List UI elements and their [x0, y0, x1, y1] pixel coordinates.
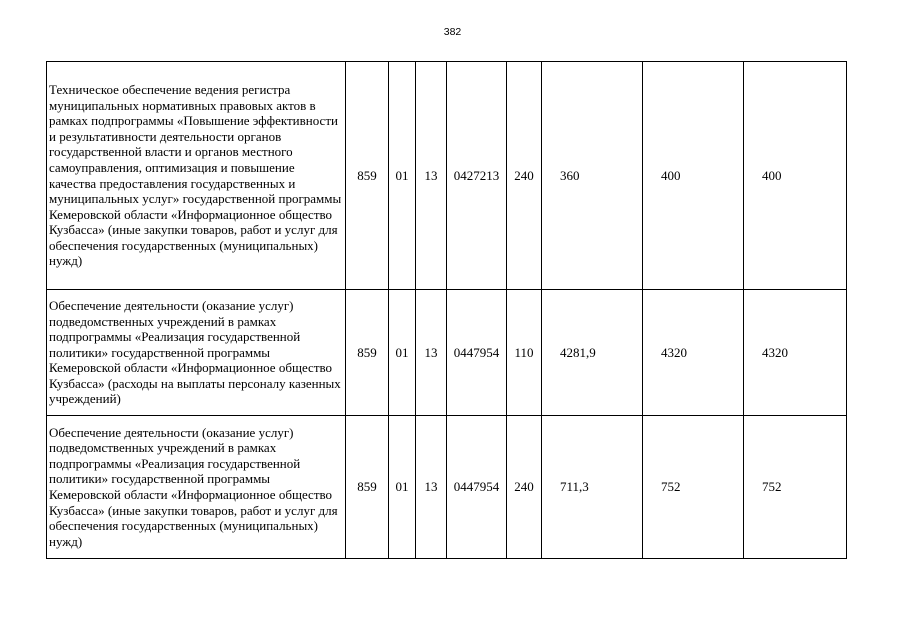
- amount-year-2: 4320: [643, 290, 744, 416]
- row-description: Обеспечение деятельности (оказание услуг) подведомственных учреждений в рамках подпрограммы «Реализация государственной политики» государственной программы Кемеровской области «Информационное общество Кузбасса» (расходы на выплаты персоналу казенных учреждений): [47, 290, 346, 416]
- ministry-code: 859: [346, 416, 389, 559]
- budget-table: [46, 61, 847, 559]
- page-number: 382: [443, 26, 462, 38]
- amount-year-2: 400: [643, 62, 744, 290]
- table-row: [47, 416, 847, 559]
- amount-year-1: 711,3: [542, 416, 643, 559]
- amount-year-3: 4320: [744, 290, 847, 416]
- expense-type-code: 240: [507, 416, 542, 559]
- section-code: 01: [389, 290, 416, 416]
- amount-year-3: 752: [744, 416, 847, 559]
- row-description: Техническое обеспечение ведения регистра муниципальных нормативных правовых актов в рамках подпрограммы «Повышение эффективности и результативности деятельности органов государственной власти и органов местного самоуправления, оптимизация и повышение качества предоставления государственных и муниципальных услуг» государственной программы Кемеровской области «Информационное общество Кузбасса» (иные закупки товаров, работ и услуг для обеспечения государственных (муниципальных) нужд): [47, 62, 346, 290]
- amount-year-3: 400: [744, 62, 847, 290]
- expense-type-code: 240: [507, 62, 542, 290]
- table-row: [47, 290, 847, 416]
- row-description: Обеспечение деятельности (оказание услуг) подведомственных учреждений в рамках подпрограммы «Реализация государственной политики» государственной программы Кемеровской области «Информационное общество Кузбасса» (иные закупки товаров, работ и услуг для обеспечения государственных (муниципальных) нужд): [47, 416, 346, 559]
- section-code: 01: [389, 416, 416, 559]
- expense-type-code: 110: [507, 290, 542, 416]
- target-article-code: 0447954: [447, 416, 507, 559]
- subsection-code: 13: [416, 62, 447, 290]
- amount-year-2: 752: [643, 416, 744, 559]
- subsection-code: 13: [416, 290, 447, 416]
- table-row: [47, 62, 847, 290]
- ministry-code: 859: [346, 290, 389, 416]
- target-article-code: 0447954: [447, 290, 507, 416]
- ministry-code: 859: [346, 62, 389, 290]
- target-article-code: 0427213: [447, 62, 507, 290]
- amount-year-1: 4281,9: [542, 290, 643, 416]
- section-code: 01: [389, 62, 416, 290]
- amount-year-1: 360: [542, 62, 643, 290]
- subsection-code: 13: [416, 416, 447, 559]
